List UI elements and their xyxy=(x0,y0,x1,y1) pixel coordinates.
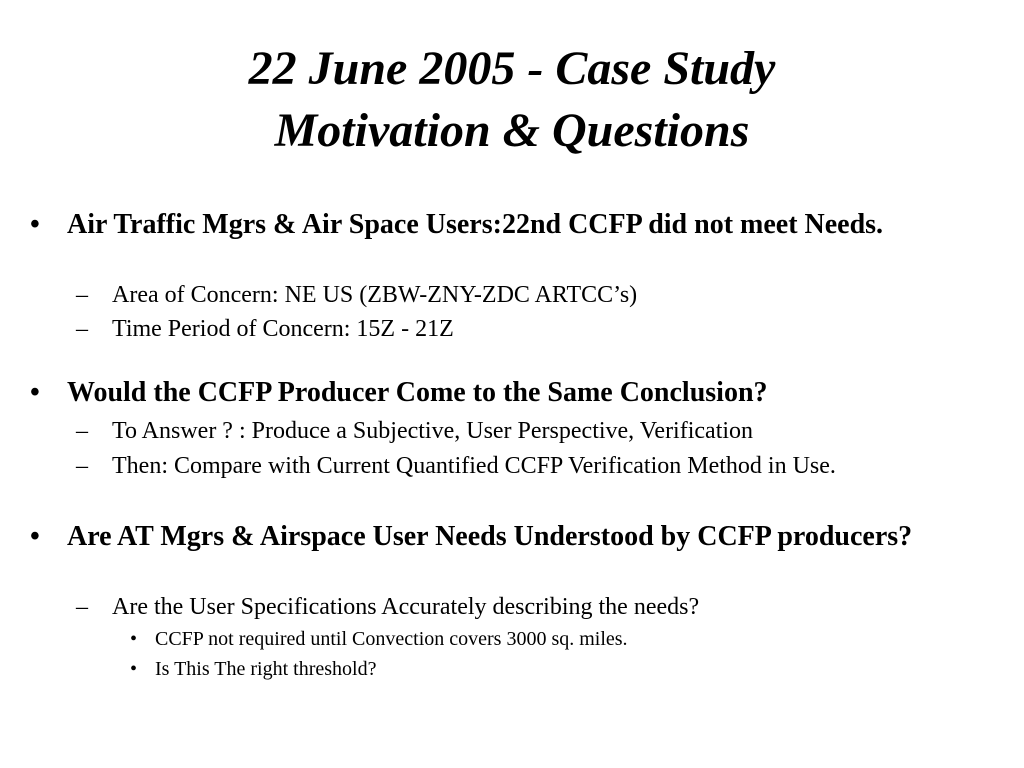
bullet-marker: • xyxy=(30,521,40,552)
sub-bullet-text: To Answer ? : Produce a Subjective, User Perspective, Verification xyxy=(112,418,754,444)
dash-marker: – xyxy=(76,594,88,620)
slide-title-line-2: Motivation & Questions xyxy=(274,104,750,157)
sub-sub-bullet-text: CCFP not required until Convection covers 3000 sq. miles. xyxy=(155,628,628,650)
dot-marker: • xyxy=(130,628,138,650)
sub-bullet-text: Then: Compare with Current Quantified CCFP Verification Method in Use. xyxy=(112,453,836,479)
sub-bullet-text: Time Period of Concern: 15Z - 21Z xyxy=(112,316,454,342)
bullet-text: Would the CCFP Producer Come to the Same Conclusion? xyxy=(67,377,768,408)
bullet-text: Air Traffic Mgrs & Air Space Users:22nd CCFP did not meet Needs. xyxy=(67,209,884,240)
dash-marker: – xyxy=(76,282,88,308)
slide-title-line-1: 22 June 2005 - Case Study xyxy=(248,42,776,95)
dot-marker: • xyxy=(130,658,138,680)
sub-bullet-text: Area of Concern: NE US (ZBW-ZNY-ZDC ARTCC’s) xyxy=(112,282,638,308)
dash-marker: – xyxy=(76,453,88,479)
dash-marker: – xyxy=(76,316,88,342)
bullet-text: Are AT Mgrs & Airspace User Needs Understood by CCFP producers? xyxy=(67,521,913,552)
bullet-marker: • xyxy=(30,377,40,408)
sub-bullet-text: Are the User Specifications Accurately describing the needs? xyxy=(112,594,700,620)
sub-sub-bullet-text: Is This The right threshold? xyxy=(155,658,377,680)
bullet-marker: • xyxy=(30,209,40,240)
dash-marker: – xyxy=(76,418,88,444)
